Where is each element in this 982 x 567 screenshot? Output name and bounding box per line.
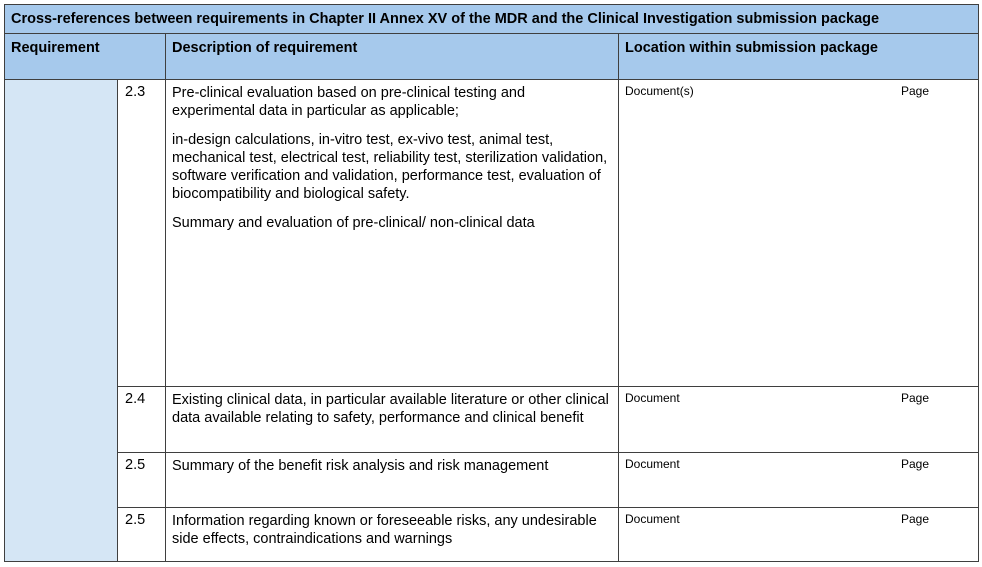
page-label: Page xyxy=(901,512,930,526)
cross-reference-table xyxy=(4,4,979,562)
requirement-section-cell xyxy=(5,80,118,562)
location-cell[interactable] xyxy=(619,80,979,387)
description-paragraph: in-design calculations, in-vitro test, ex-vivo test, animal test, mechanical test, electrical test, reliability test, sterilization validation, software verification and validation, performance test, evaluation of biocompatibility and biological safety. xyxy=(172,132,608,202)
requirement-description xyxy=(166,453,619,508)
requirement-number: 2.5 xyxy=(118,453,166,508)
description-paragraph: Summary of the benefit risk analysis and risk management xyxy=(172,458,549,474)
description-paragraph: Summary and evaluation of pre-clinical/ non-clinical data xyxy=(172,215,535,231)
table-title: Cross-references between requirements in Chapter II Annex XV of the MDR and the Clinical Investigation submission package xyxy=(5,5,979,34)
description-paragraph: Existing clinical data, in particular available literature or other clinical data available relating to safety, performance and clinical benefit xyxy=(172,392,609,426)
location-cell[interactable] xyxy=(619,453,979,508)
table-row xyxy=(5,453,979,508)
page-label: Page xyxy=(901,84,930,98)
page-label: Page xyxy=(901,391,930,405)
location-cell[interactable] xyxy=(619,508,979,562)
document-label: Document(s) xyxy=(625,84,694,98)
description-paragraph: Pre-clinical evaluation based on pre-clinical testing and experimental data in particular as applicable; xyxy=(172,85,526,119)
requirement-description xyxy=(166,387,619,453)
document-label: Document xyxy=(625,391,680,405)
header-row xyxy=(5,34,979,80)
requirement-description xyxy=(166,508,619,562)
table-row xyxy=(5,80,979,387)
table-row xyxy=(5,387,979,453)
description-paragraph: Information regarding known or foreseeable risks, any undesirable side effects, contraindications and warnings xyxy=(172,513,597,547)
header-requirement: Requirement xyxy=(5,34,166,80)
header-description: Description of requirement xyxy=(166,34,619,80)
location-cell[interactable] xyxy=(619,387,979,453)
requirement-number: 2.4 xyxy=(118,387,166,453)
document-label: Document xyxy=(625,457,680,471)
header-location: Location within submission package xyxy=(619,34,979,80)
requirement-description xyxy=(166,80,619,387)
requirement-number: 2.5 xyxy=(118,508,166,562)
title-row xyxy=(5,5,979,34)
page-label: Page xyxy=(901,457,930,471)
requirement-number: 2.3 xyxy=(118,80,166,387)
table-row xyxy=(5,508,979,562)
document-label: Document xyxy=(625,512,680,526)
